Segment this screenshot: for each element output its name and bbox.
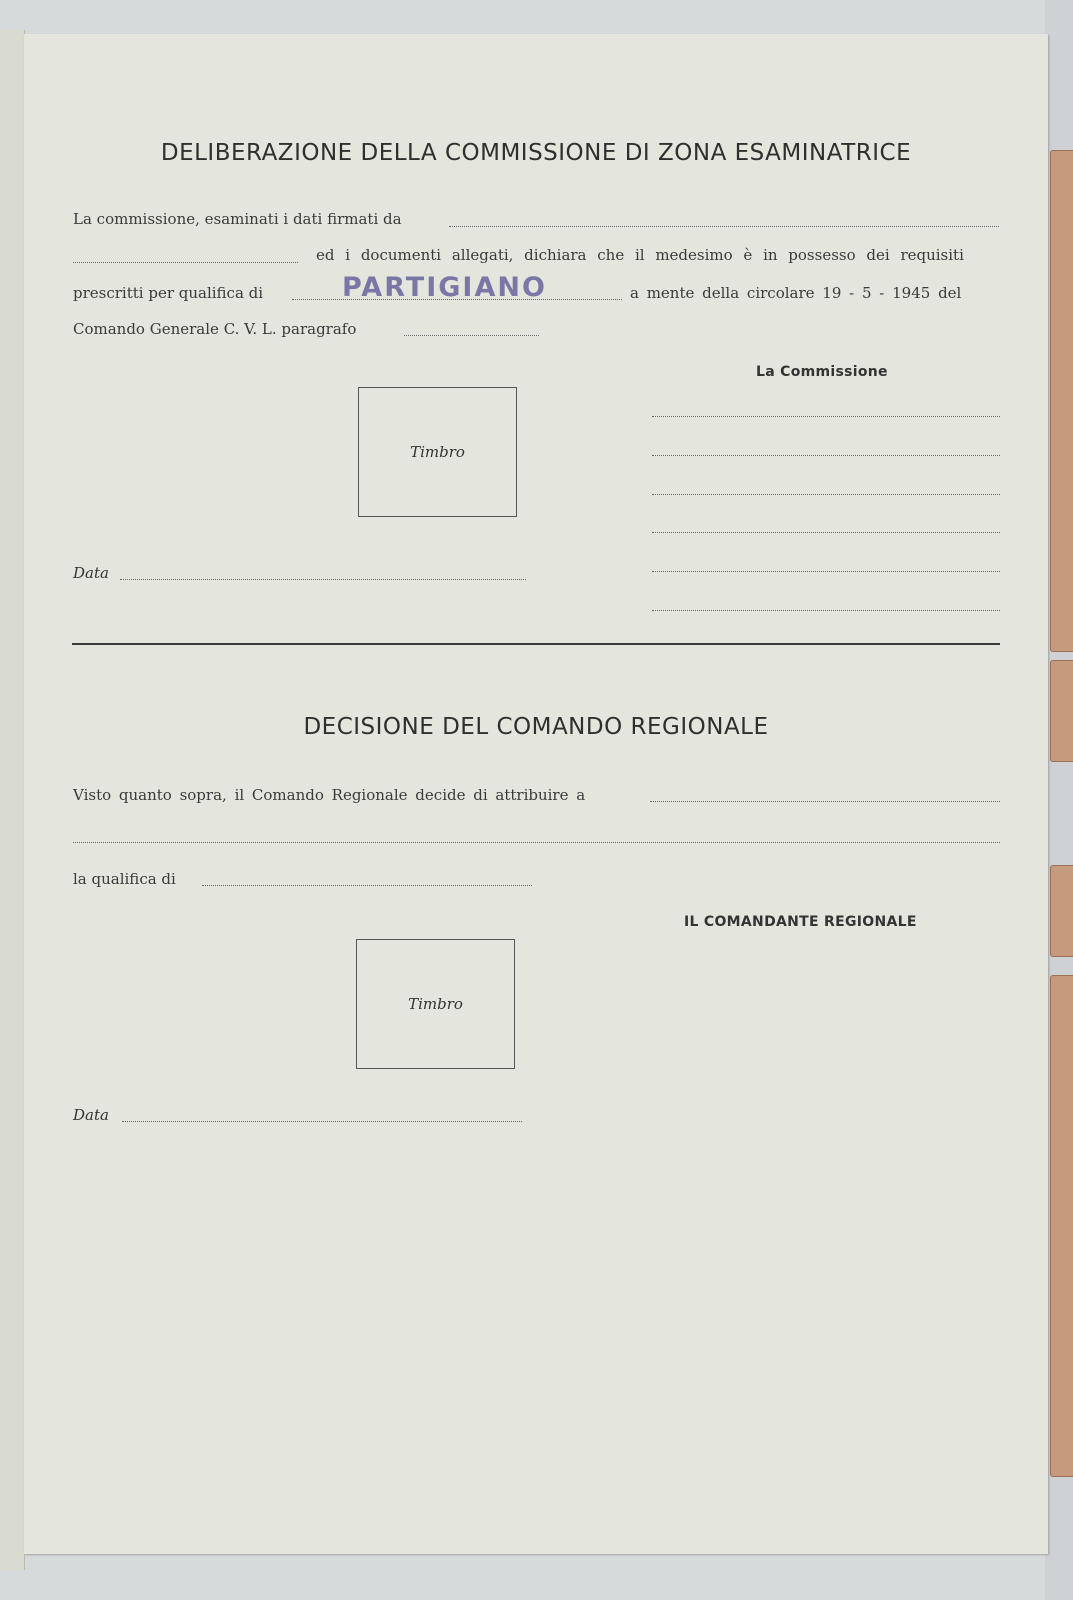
commission-line-3-prefix: prescritti per qualifica di — [73, 284, 264, 302]
date-label-1: Data — [73, 564, 109, 582]
section2-title: DECISIONE DEL COMANDO REGIONALE — [303, 714, 769, 740]
recipient-field[interactable] — [650, 801, 1000, 802]
decision-qualifica-field[interactable] — [202, 885, 532, 886]
commission-line-3-suffix: a mente della circolare 19 - 5 - 1945 del — [630, 284, 962, 302]
document-sheet — [24, 34, 1048, 1554]
commission-signature-4[interactable] — [652, 532, 1000, 533]
commander-label: IL COMANDANTE REGIONALE — [684, 914, 917, 930]
recipient-field-continued[interactable] — [73, 842, 1000, 843]
binder-tab-2 — [1050, 660, 1073, 762]
commission-label: La Commissione — [756, 364, 888, 380]
binder-tab-4 — [1050, 975, 1073, 1477]
commission-signature-2[interactable] — [652, 455, 1000, 456]
commission-line-4: Comando Generale C. V. L. paragrafo — [73, 320, 357, 338]
commission-signature-3[interactable] — [652, 494, 1000, 495]
section-divider — [72, 643, 1000, 645]
stamp-box-1-label: Timbro — [410, 443, 465, 461]
stamp-box-1 — [358, 387, 517, 517]
commission-line-2 — [316, 246, 999, 264]
decision-line-1: Visto quanto sopra, il Comando Regionale decide di attribuire a — [73, 786, 586, 804]
date-label-2: Data — [73, 1106, 109, 1124]
section1-title: DELIBERAZIONE DELLA COMMISSIONE DI ZONA ESAMINATRICE — [160, 140, 912, 166]
decision-line-2: la qualifica di — [73, 870, 176, 888]
signer-field[interactable] — [449, 226, 999, 227]
binder-tab-1 — [1050, 150, 1073, 652]
commission-signature-5[interactable] — [652, 571, 1000, 572]
date-field-1[interactable] — [120, 579, 526, 580]
commission-line-2-text: ed i documenti allegati, dichiara che il medesimo è in possesso dei requisiti — [316, 246, 964, 264]
stamp-box-2-label: Timbro — [408, 995, 463, 1013]
partigiano-stamp: PARTIGIANO — [342, 272, 547, 303]
commission-signature-6[interactable] — [652, 610, 1000, 611]
signer-field-continued[interactable] — [73, 262, 298, 263]
stamp-box-2 — [356, 939, 515, 1069]
binder-tab-3 — [1050, 865, 1073, 957]
commission-line-1: La commissione, esaminati i dati firmati da — [73, 210, 402, 228]
date-field-2[interactable] — [122, 1121, 522, 1122]
adjacent-page-edge — [0, 30, 25, 1570]
commission-signature-1[interactable] — [652, 416, 1000, 417]
paragrafo-field[interactable] — [404, 335, 539, 336]
